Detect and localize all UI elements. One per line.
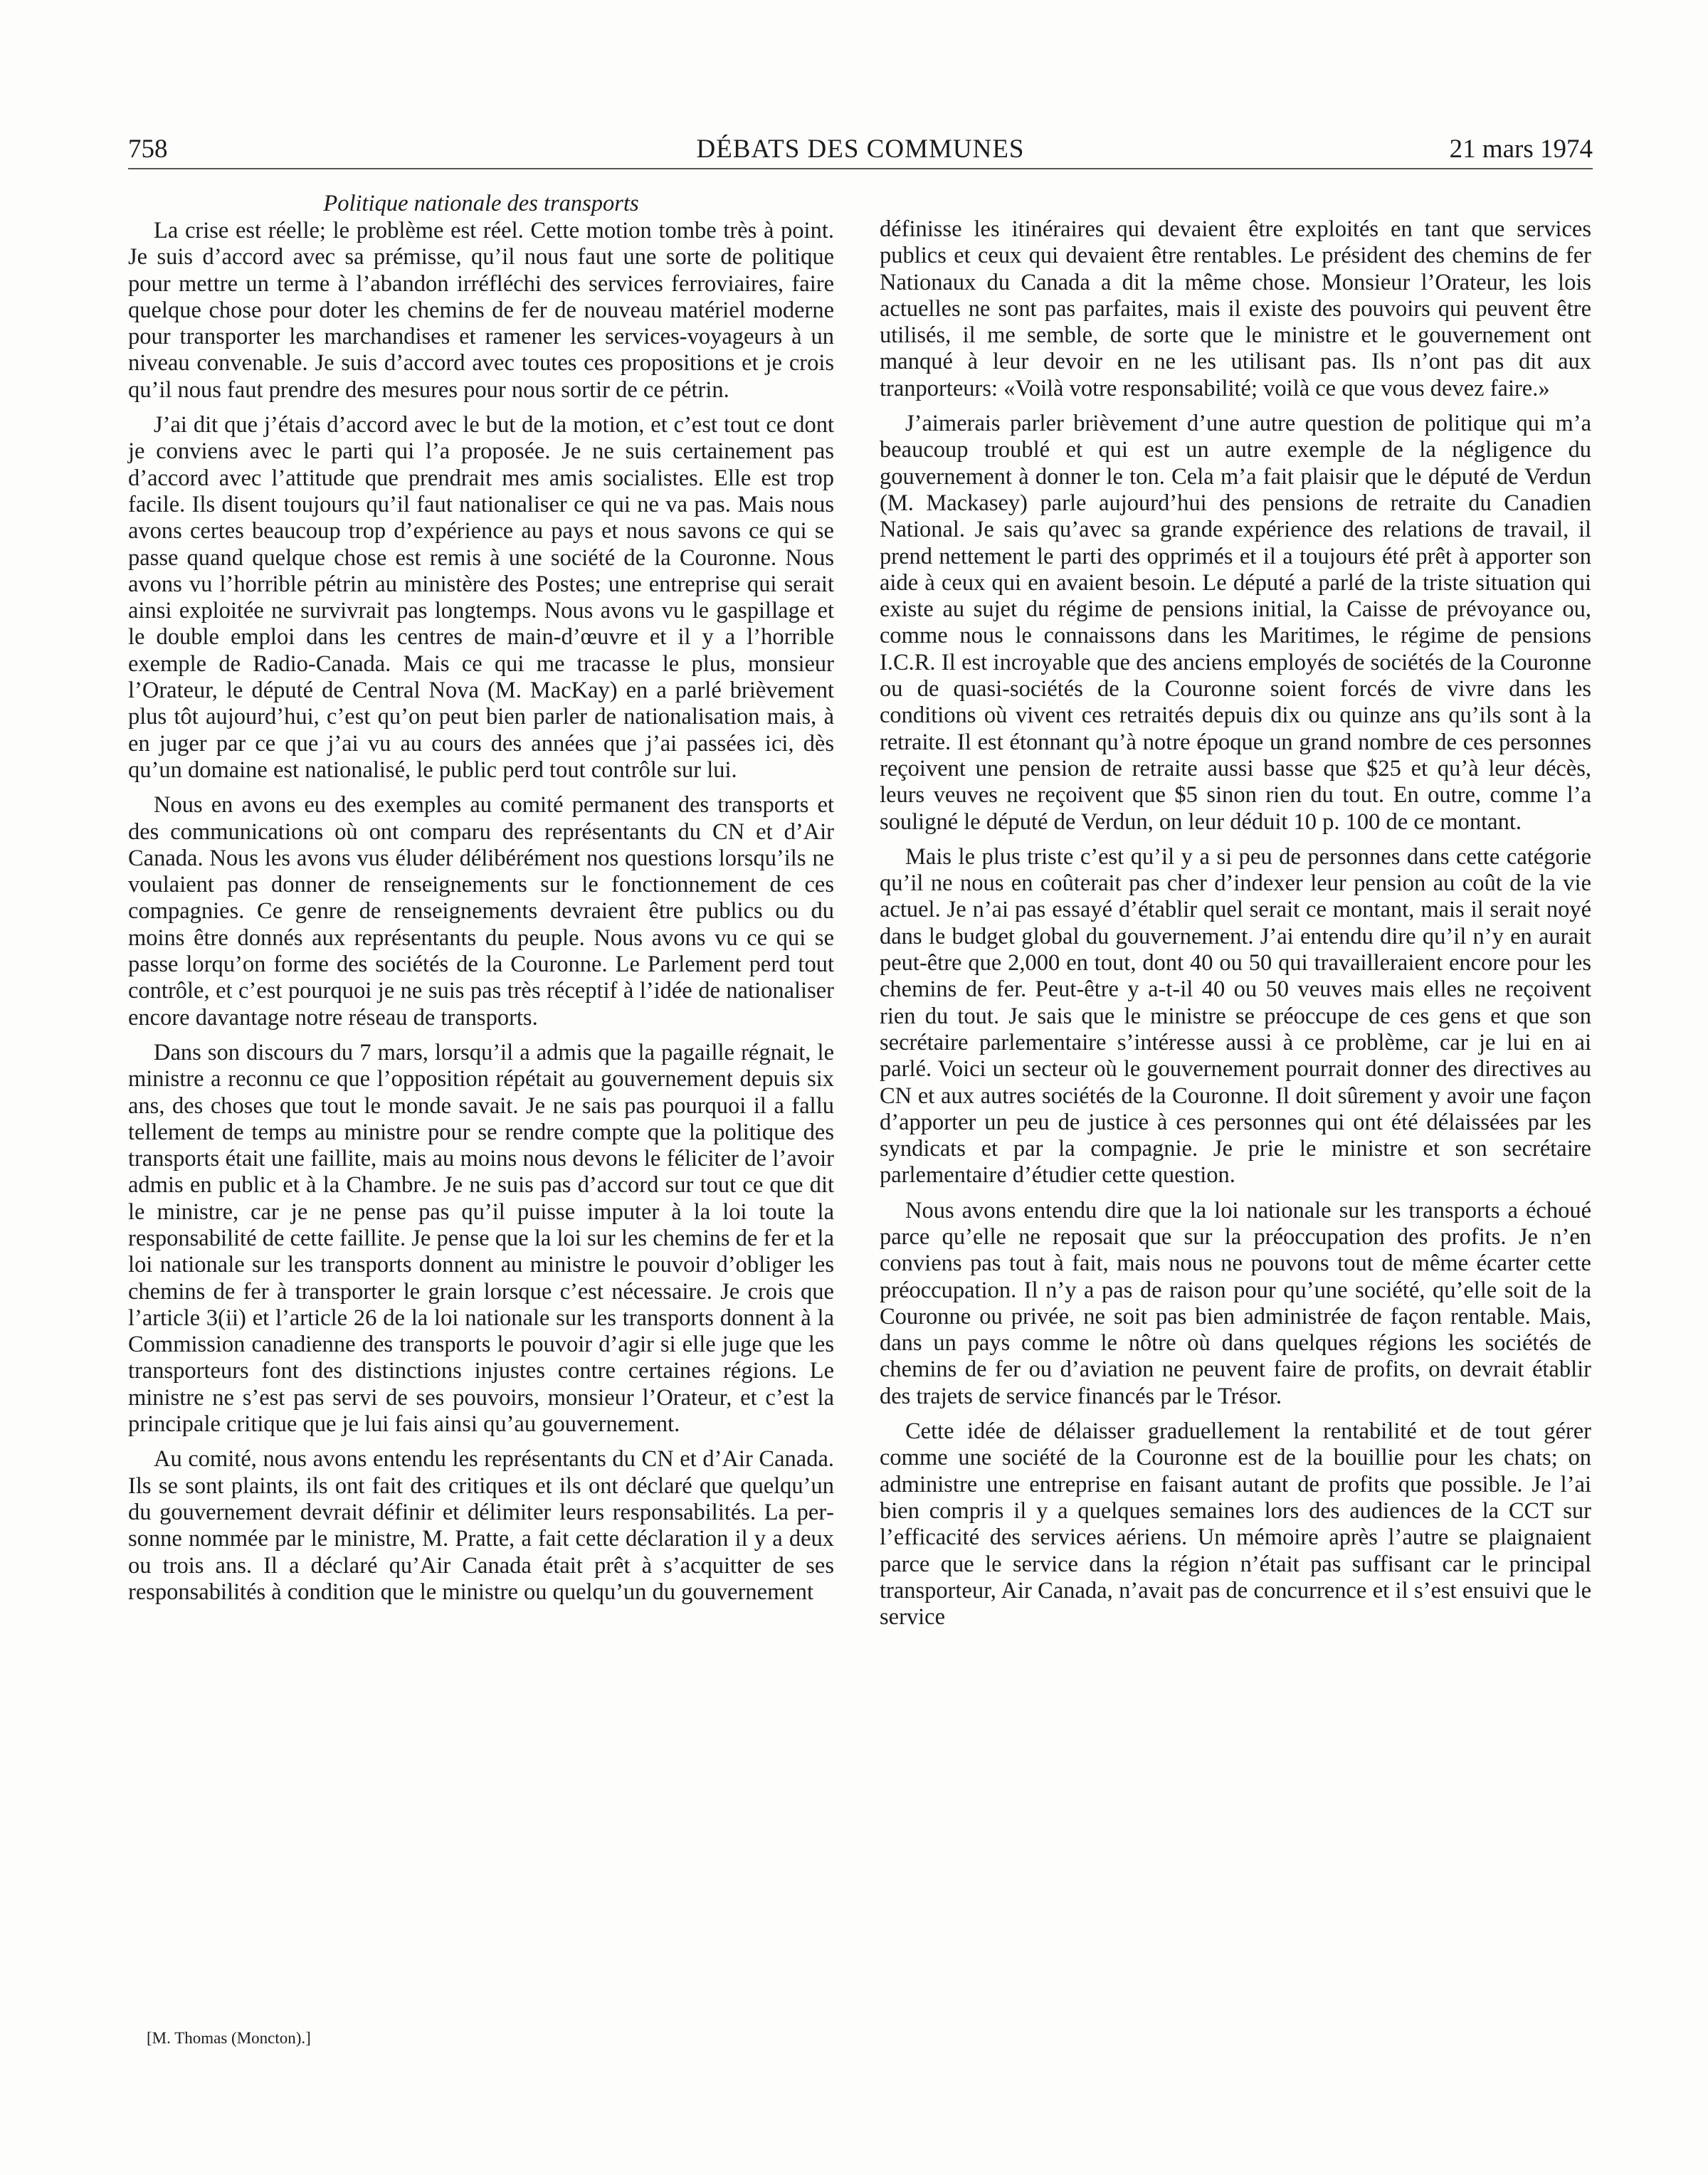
section-title: Politique nationale des transports	[323, 191, 639, 216]
right-column	[880, 216, 1591, 1639]
paragraph: Nous avons entendu dire que la loi nationale sur les transports a échoué parce qu’elle ne reposait que sur la préoccupation des profits. Je n’en conviens pas tout à fait, mais nous ne pouvons tout de même écarter cette préoccupation. Il n’y a pas de raison pour qu’une société, qu’elle soit de la Couronne ou privée, ne soit pas bien administrée de façon rentable. Mais, dans un pays comme le nôtre où dans quelques régions les sociétés de chemins de fer ou d’aviation ne peuvent faire de profits, on devrait établir des trajets de service financés par le Trésor.	[880, 1197, 1591, 1409]
paragraph: Nous en avons eu des exemples au comité permanent des transports et des communications où ont comparu des représentants du CN et d’Air Canada. Nous les avons vus éluder délibérément nos questions lorsqu’ils ne voulaient pas donner de renseignements sur le fonctionnement de ces compagnies. Ce genre de renseignements devraient être publics ou du moins être donnés aux représentants du peuple. Nous avons vu ce qui se passe lorqu’on forme des sociétés de la Couronne. Le Parlement perd tout contrôle, et c’est pourquoi je ne suis pas très réceptif à l’idée de nationaliser encore davantage notre réseau de transports.	[128, 792, 834, 1031]
paragraph: définisse les itinéraires qui devaient être exploités en tant que services publics et ceux qui devaient être rentables. Le président des chemins de fer Nationaux du Canada a dit la même chose. Monsieur l’Orateur, les lois actuelles ne sont pas parfaites, mais il existe des pouvoirs qui peuvent être utilisés, il me semble, de sorte que le ministre et le gouvernement ont manqué à leur devoir en ne les utilisant pas. Ils n’ont pas dit aux tranporteurs: «Voilà votre responsabilité; voilà ce que vous devez faire.»	[880, 216, 1591, 401]
publication-title: DÉBATS DES COMMUNES	[696, 135, 1025, 164]
paragraph: J’ai dit que j’étais d’accord avec le but de la motion, et c’est tout ce dont je conviens avec le parti qui l’a proposée. Je ne suis certainement pas d’accord avec l’attitude que prendrait mes amis socialistes. Elle est trop facile. Ils disent toujours qu’il faut nationaliser ce qui ne va pas. Mais nous avons certes beaucoup trop d’expérience au pays et nous savons ce qui se passe quand quelque chose est remis à une société de la Couronne. Nous avons vu l’horrible pétrin au ministère des Postes; une entreprise qui serait ainsi exploitée ne survivrait pas longtemps. Nous avons vu le gaspillage et le double emploi dans les centres de main-d’œuvre et il y a l’horrible exemple de Radio-Canada. Mais ce qui me tracasse le plus, monsieur l’Orateur, le député de Central Nova (M. MacKay) en a parlé brièvement plus tôt aujourd’hui, c’est qu’on peut bien parler de nationalisation mais, à en juger par ce que j’ai vu au cours des années que j’ai passées ici, dès qu’un domaine est nationalisé, le public perd tout contrôle sur lui.	[128, 412, 834, 783]
paragraph: Mais le plus triste c’est qu’il y a si peu de personnes dans cette catégorie qu’il ne nous en coûterait pas cher d’indexer leur pension au coût de la vie actuel. Je n’ai pas essayé d’établir quel serait ce montant, mais il serait noyé dans le budget global du gouvernement. J’ai entendu dire qu’il n’y en aurait peut-être que 2,000 en tout, dont 40 ou 50 qui travailleraient encore pour les chemins de fer. Peut-être y a-t-il 40 ou 50 veuves mais elles ne reçoivent rien du tout. Je sais que le ministre se préoccupe de ces gens et que son secrétaire parlementaire s’intéresse aussi à ce problème, car je lui en ai parlé. Voici un secteur où le gouvernement pourrait donner des directives au CN et aux autres sociétés de la Couronne. Il doit sûrement y avoir une façon d’apporter un peu de justice à ces personnes qui ont été délaissées par les syndicats et par la compagnie. Je prie le ministre et son secrétaire parlementaire d’étudier cette question.	[880, 843, 1591, 1189]
header-rule	[128, 168, 1593, 169]
page-header	[128, 134, 1593, 165]
paragraph: Au comité, nous avons entendu les représentants du CN et d’Air Canada. Ils se sont plaints, ils ont fait des critiques et ils ont déclaré que quelqu’un du gouvernement devrait définir et délimiter leurs responsabilités. La personne nommée par le ministre, M. Pratte, a fait cette déclaration il y a deux ou trois ans. Il a déclaré qu’Air Canada était prêt à s’acquitter de ses responsabilités à condition que le ministre ou quelqu’un du gouvernement	[128, 1446, 834, 1605]
paragraph: Cette idée de délaisser graduellement la rentabilité et de tout gérer comme une société de la Couronne est de la bouillie pour les chats; on administre une entreprise en faisant autant de profits que possible. Je l’ai bien compris il y a quelques semaines lors des audiences de la CCT sur l’efficacité des services aériens. Un mémoire après l’autre se plaignaient parce que le service dans la région n’était pas suffisant car le principal transporteur, Air Canada, n’avait pas de concurrence et il s’est ensuivi que le service	[880, 1418, 1591, 1631]
publication-date: 21 mars 1974	[1449, 135, 1593, 164]
speaker-attribution: [M. Thomas (Moncton).]	[147, 2029, 311, 2047]
paragraph: Dans son discours du 7 mars, lorsqu’il a admis que la pagaille régnait, le ministre a reconnu ce que l’opposition répétait au gouvernement depuis six ans, des choses que tout le monde savait. Je ne sais pas pourquoi il a fallu tellement de temps au ministre pour se rendre compte que la politique des transports était une faillite, mais au moins nous devons le féliciter de l’avoir admis en public et à la Chambre. Je ne suis pas d’accord sur tout ce que dit le ministre, car je ne pense pas qu’il puisse imputer à la loi toute la responsabilité de cette faillite. Je pense que la loi sur les chemins de fer et la loi nationale sur les transports donnent au ministre le pouvoir d’obliger les chemins de fer à transporter le grain lorsque c’est nécessaire. Je crois que l’article 3(ii) et l’article 26 de la loi nationale sur les transports donnent à la Commission canadienne des transports le pouvoir d’agir si elle juge que les transporteurs font des distinctions injustes contre certaines régions. Le ministre ne s’est pas servi de ses pouvoirs, monsieur l’Orateur, et c’est la principale critique que je lui fais ainsi qu’au gouvernement.	[128, 1039, 834, 1438]
paragraph: La crise est réelle; le problème est réel. Cette motion tombe très à point. Je suis d’accord avec sa prémisse, qu’il nous faut une sorte de politique pour mettre un terme à l’abandon irréfléchi des services ferroviaires, faire quelque chose pour doter les chemins de fer de nouveau matériel moderne pour transporter les marchandises et ramener les services-voyageurs à un niveau convenable. Je suis d’accord avec toutes ces propositions et je crois qu’il nous faut prendre des mesures pour nous sortir de ce pétrin.	[128, 218, 834, 403]
left-column	[128, 191, 834, 1614]
page-number: 758	[128, 135, 168, 164]
paragraph: J’aimerais parler brièvement d’une autre question de politique qui m’a beaucoup troublé et qui est un autre exemple de la négligence du gouvernement à donner le ton. Cela m’a fait plaisir que le député de Verdun (M. Mackasey) parle aujourd’hui des pensions de retraite du Canadien National. Je sais qu’avec sa grande expérience des relations de travail, il prend nettement le parti des opprimés et il a toujours été prêt à apporter son aide à ceux qui en avaient besoin. Le député a parlé de la triste situation qui existe au sujet du régime de pensions initial, la Caisse de prévoyance ou, comme nous le connaissons dans les Maritimes, le régime de pensions I.C.R. Il est incroyable que des anciens employés de sociétés de la Couronne ou de quasi-sociétés de la Couronne soient forcés de vivre dans les conditions où vivent ces retraités depuis dix ou quinze ans qu’ils sont à la retraite. Il est étonnant qu’à notre époque un grand nombre de ces personnes reçoivent une pension de retraite aussi basse que $25 et qu’à leur décès, leurs veuves ne reçoivent que $5 sinon rien du tout. En outre, comme l’a souligné le député de Verdun, on leur déduit 10 p. 100 de ce montant.	[880, 411, 1591, 835]
